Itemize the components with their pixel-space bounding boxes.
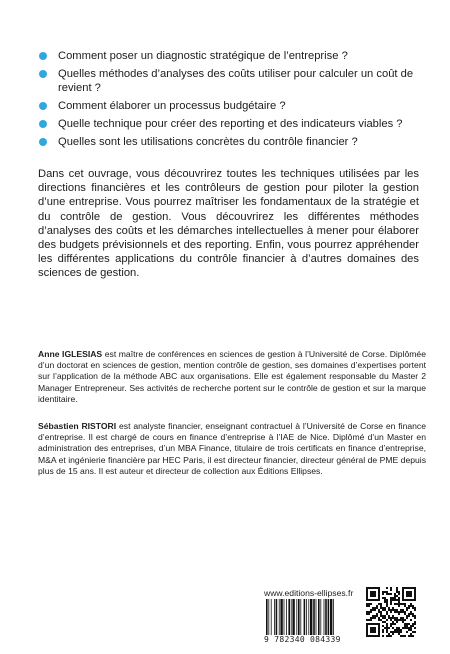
bullet-icon — [39, 52, 47, 60]
author-bio — [38, 421, 426, 477]
bullet-icon — [39, 102, 47, 110]
question-text: Quelles sont les utilisations concrètes du contrôle financier ? — [58, 136, 358, 148]
publisher-url[interactable]: www.editions-ellipses.fr — [264, 588, 354, 598]
intro-paragraph: Dans cet ouvrage, vous découvrirez toutes les techniques utilisées par les directions financières et les contrôleurs de gestion pour piloter la gestion d’une entreprise. Vous pourrez maîtriser les fondamentaux de la stratégie et du contrôle de gestion. Vous découvrirez les différentes méthodes d’analyses des coûts et les démarches intellectuelles à mener pour élaborer des budgets prévisionnels et des reporting. Enfin, vous pourrez appréhender les différentes applications du contrôle financier à d’autres domaines des sciences de gestion. — [38, 168, 419, 280]
question-item — [38, 49, 438, 63]
author-name: Sébastien RISTORI — [38, 421, 117, 431]
author-bio-text: est maître de conférences en sciences de gestion à l’Université de Corse. Diplômée d’un doctorat en sciences de gestion, mention contrôle de gestion, ses domaines d’expertises portent sur l’application de la méthode ABC aux organisations. Elle est également responsable du Master 2 Manager Entrepreneur. Ses activités de recherche portent sur le contrôle de gestion et sur la marque identitaire. — [38, 349, 426, 404]
question-text: Quelles méthodes d’analyses des coûts utiliser pour calculer un coût de revient ? — [58, 68, 414, 94]
question-item — [38, 99, 438, 113]
question-text: Comment élaborer un processus budgétaire ? — [58, 100, 286, 112]
barcode-icon — [264, 599, 360, 635]
question-item — [38, 135, 438, 149]
question-list — [38, 49, 438, 153]
bullet-icon — [39, 70, 47, 78]
question-text: Comment poser un diagnostic stratégique de l’entreprise ? — [58, 50, 348, 62]
question-text: Quelle technique pour créer des reporting et des indicateurs viables ? — [58, 118, 403, 130]
author-bio-text: est analyste financier, enseignant contractuel à l’Université de Corse en finance d’entreprise. Il est chargé de cours en finance d’entreprise à l’IAE de Nice. Diplômé d’un Master en administration des entreprises, d’un MBA Finance, titulaire de trois certificats en finance d’entreprise, M&A et ingénierie financière par HEC Paris, il est directeur financier, directeur général de PME depuis plus de 15 ans. Il est auteur et directeur de collection aux Éditions Ellipses. — [38, 421, 427, 476]
bullet-icon — [39, 138, 47, 146]
qr-code-icon — [366, 587, 416, 637]
question-item — [38, 67, 438, 95]
author-name: Anne IGLESIAS — [38, 349, 103, 359]
question-item — [38, 117, 438, 131]
bullet-icon — [39, 120, 47, 128]
isbn-number: 9 782340 084339 — [264, 635, 341, 644]
author-bio — [38, 349, 426, 405]
